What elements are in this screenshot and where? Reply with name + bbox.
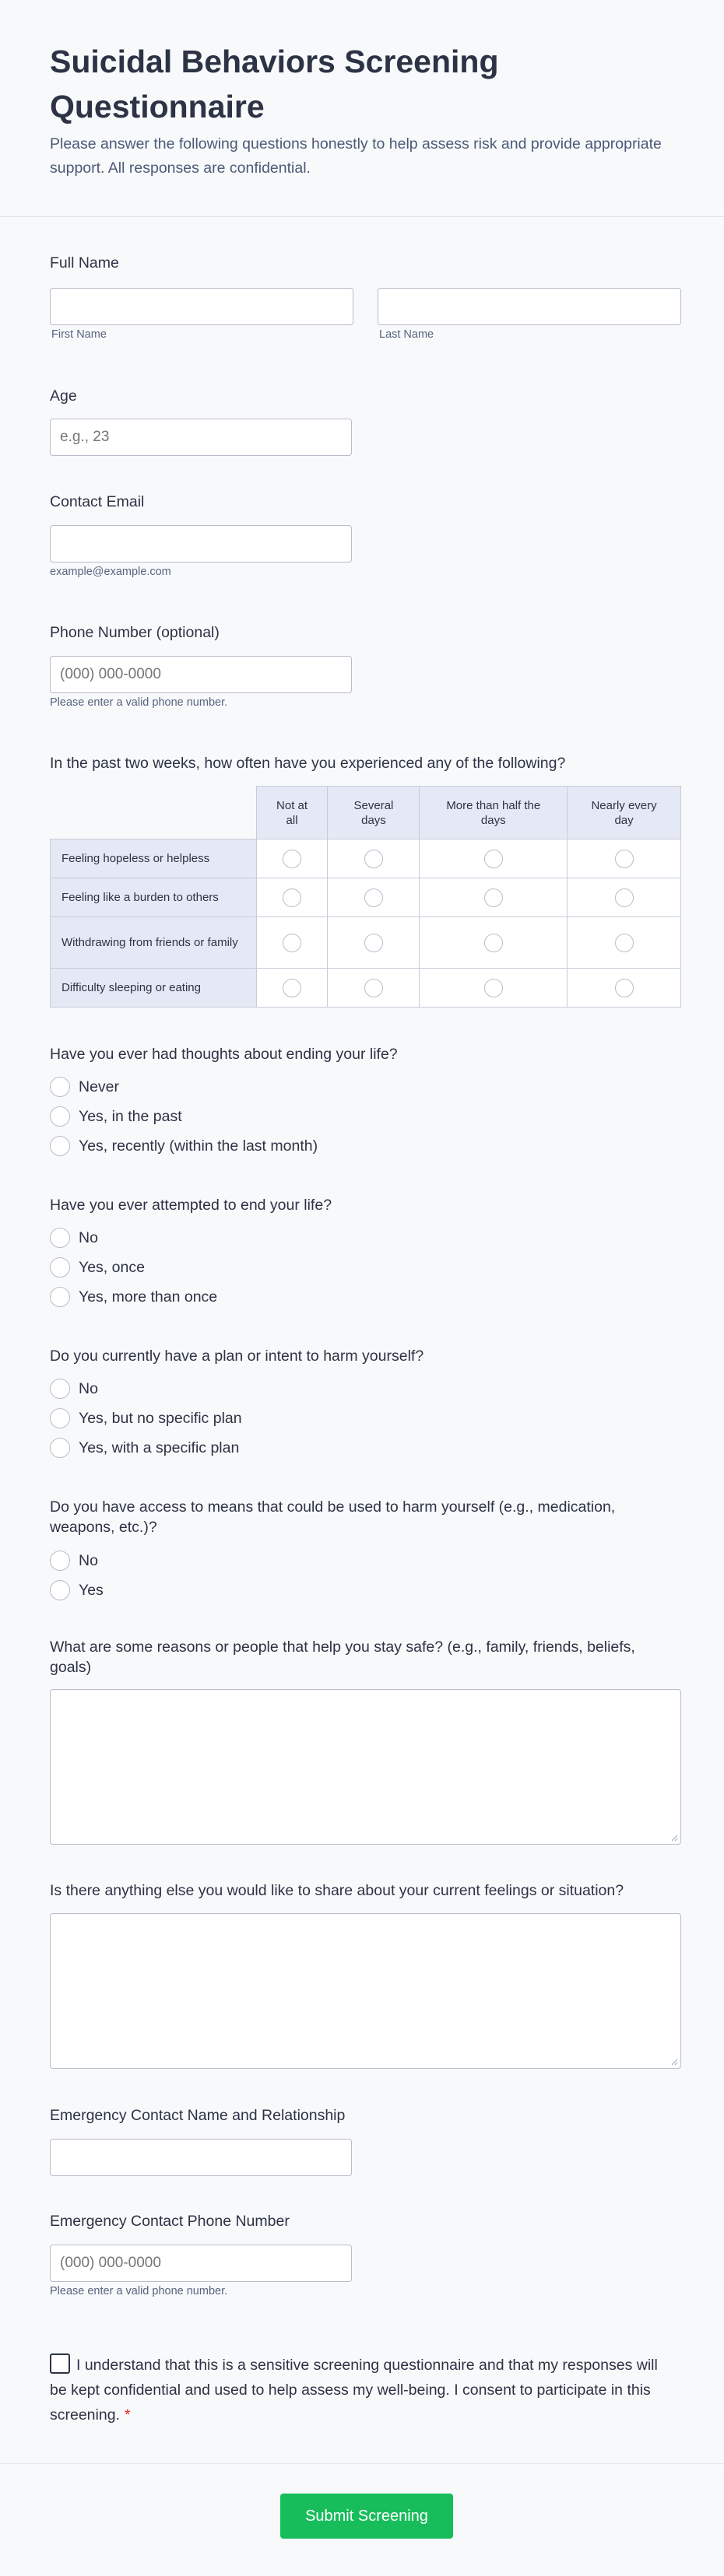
radio-button[interactable] (50, 1580, 70, 1600)
matrix-radio[interactable] (364, 934, 383, 952)
matrix-radio[interactable] (615, 850, 634, 868)
radio-option[interactable]: Yes, recently (within the last month) (50, 1131, 318, 1161)
matrix-radio[interactable] (364, 850, 383, 868)
last-name-sublabel: Last Name (379, 328, 434, 341)
attempt-options (50, 1223, 217, 1312)
footer-divider (0, 2463, 724, 2464)
form-header (0, 0, 724, 217)
radio-button[interactable] (50, 1379, 70, 1399)
matrix-radio[interactable] (283, 934, 301, 952)
radio-option[interactable]: Yes, in the past (50, 1102, 318, 1131)
emergency-phone-input[interactable] (50, 2245, 352, 2282)
matrix-col-header: Not at all (256, 787, 328, 839)
matrix-radio[interactable] (364, 888, 383, 907)
radio-option[interactable]: Yes, more than once (50, 1282, 217, 1312)
matrix-radio[interactable] (484, 934, 503, 952)
radio-option[interactable]: No (50, 1374, 242, 1404)
attempt-question: Have you ever attempted to end your life? (50, 1197, 332, 1214)
radio-button[interactable] (50, 1287, 70, 1307)
thoughts-question: Have you ever had thoughts about ending your life? (50, 1046, 398, 1063)
radio-button[interactable] (50, 1077, 70, 1097)
radio-button[interactable] (50, 1228, 70, 1248)
email-label: Contact Email (50, 493, 145, 510)
matrix-radio[interactable] (364, 979, 383, 997)
matrix-radio[interactable] (484, 850, 503, 868)
radio-button[interactable] (50, 1257, 70, 1277)
frequency-matrix (50, 786, 681, 1008)
matrix-radio[interactable] (484, 979, 503, 997)
email-input[interactable] (50, 525, 352, 563)
plan-options (50, 1374, 242, 1463)
radio-option[interactable]: No (50, 1546, 104, 1575)
full-name-section (50, 253, 119, 273)
matrix-radio[interactable] (283, 979, 301, 997)
resize-handle-icon[interactable] (670, 2058, 678, 2066)
full-name-label: Full Name (50, 254, 119, 272)
matrix-radio[interactable] (615, 934, 634, 952)
matrix-col-header: Several days (328, 787, 420, 839)
matrix-radio[interactable] (283, 888, 301, 907)
matrix-row (51, 839, 681, 878)
matrix-row (51, 878, 681, 917)
radio-button[interactable] (50, 1408, 70, 1428)
radio-button[interactable] (50, 1551, 70, 1571)
matrix-radio[interactable] (283, 850, 301, 868)
means-options (50, 1546, 104, 1605)
matrix-row-label: Feeling like a burden to others (51, 878, 257, 917)
means-question: Do you have access to means that could be used to harm yourself (e.g., medication, weapons, etc.)? (50, 1498, 616, 1536)
first-name-input[interactable] (50, 288, 353, 325)
consent-checkbox[interactable] (50, 2353, 70, 2374)
phone-label: Phone Number (optional) (50, 624, 220, 641)
consent-section (50, 2353, 665, 2427)
matrix-radio[interactable] (484, 888, 503, 907)
radio-button[interactable] (50, 1106, 70, 1127)
radio-option[interactable]: Yes, with a specific plan (50, 1433, 242, 1463)
matrix-row-label: Difficulty sleeping or eating (51, 969, 257, 1008)
plan-question: Do you currently have a plan or intent to harm yourself? (50, 1348, 424, 1365)
first-name-sublabel: First Name (51, 328, 107, 341)
radio-option[interactable]: No (50, 1223, 217, 1253)
matrix-radio[interactable] (615, 888, 634, 907)
consent-text: I understand that this is a sensitive screening questionnaire and that my responses will be kept confidential and used to help assess my well-being. I consent to participate in this screening. (50, 2357, 658, 2424)
matrix-row (51, 969, 681, 1008)
matrix-col-header: More than half the days (420, 787, 568, 839)
age-label: Age (50, 387, 77, 405)
page-subtitle: Please answer the following questions honestly to help assess risk and provide appropriate support. All responses are confidential. (50, 135, 662, 177)
submit-button[interactable]: Submit Screening (280, 2494, 453, 2539)
thoughts-options (50, 1072, 318, 1161)
reasons-question: What are some reasons or people that help you stay safe? (e.g., family, friends, beliefs, goals) (50, 1638, 635, 1676)
else-textarea[interactable] (50, 1913, 681, 2069)
reasons-textarea[interactable] (50, 1689, 681, 1845)
radio-option[interactable]: Yes, but no specific plan (50, 1404, 242, 1433)
matrix-radio[interactable] (615, 979, 634, 997)
radio-option[interactable]: Never (50, 1072, 318, 1102)
matrix-question: In the past two weeks, how often have you experienced any of the following? (50, 755, 566, 772)
matrix-row-label: Feeling hopeless or helpless (51, 839, 257, 878)
page-title: Suicidal Behaviors Screening Questionnaire (50, 44, 499, 124)
matrix-corner (51, 787, 257, 839)
radio-option[interactable]: Yes, once (50, 1253, 217, 1282)
emergency-phone-sublabel: Please enter a valid phone number. (50, 2285, 228, 2297)
phone-sublabel: Please enter a valid phone number. (50, 696, 228, 709)
emergency-phone-label: Emergency Contact Phone Number (50, 2213, 290, 2230)
email-sublabel: example@example.com (50, 566, 171, 578)
matrix-row (51, 917, 681, 969)
emergency-name-label: Emergency Contact Name and Relationship (50, 2107, 346, 2124)
age-input[interactable] (50, 419, 352, 456)
last-name-input[interactable] (378, 288, 681, 325)
emergency-name-input[interactable] (50, 2139, 352, 2176)
resize-handle-icon[interactable] (670, 1834, 678, 1842)
radio-option[interactable]: Yes (50, 1575, 104, 1605)
radio-button[interactable] (50, 1438, 70, 1458)
matrix-col-header: Nearly every day (568, 787, 681, 839)
required-mark: * (124, 2406, 131, 2424)
matrix-row-label: Withdrawing from friends or family (51, 917, 257, 969)
phone-input[interactable] (50, 656, 352, 693)
radio-button[interactable] (50, 1136, 70, 1156)
else-question: Is there anything else you would like to share about your current feelings or situation? (50, 1882, 624, 1899)
